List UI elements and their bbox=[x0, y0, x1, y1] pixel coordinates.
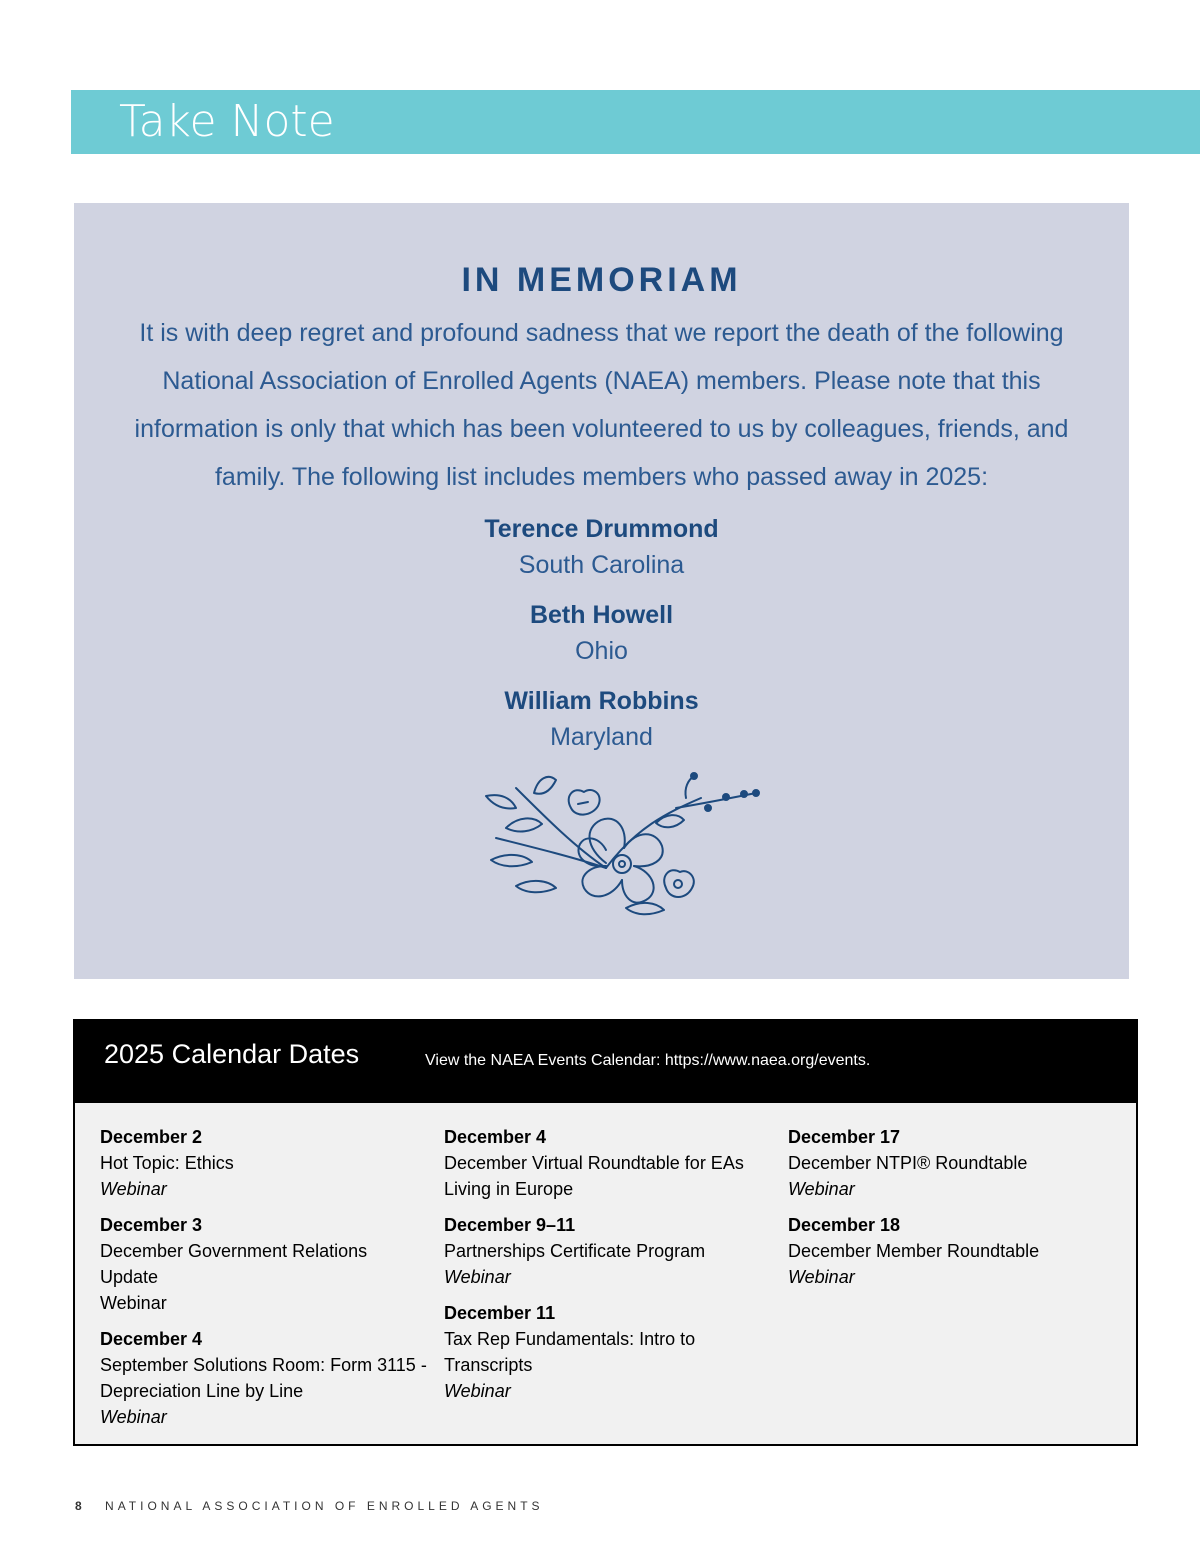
member-name: William Robbins bbox=[504, 687, 699, 715]
section-title: Take Note bbox=[119, 96, 335, 147]
calendar-column bbox=[100, 1124, 430, 1440]
event-format: Webinar bbox=[444, 1381, 511, 1401]
event-date: December 18 bbox=[788, 1215, 901, 1235]
calendar-header bbox=[75, 1021, 1136, 1103]
calendar-event bbox=[100, 1326, 430, 1430]
event-date: December 3 bbox=[100, 1215, 203, 1235]
event-date: December 2 bbox=[100, 1127, 203, 1147]
memoriam-member bbox=[74, 512, 1129, 584]
event-format: Webinar bbox=[100, 1179, 167, 1199]
page-number: 8 bbox=[75, 1499, 82, 1513]
calendar-event bbox=[100, 1124, 430, 1202]
event-title: December NTPI® Roundtable bbox=[788, 1153, 1028, 1173]
member-name: Terence Drummond bbox=[484, 515, 719, 543]
calendar-column bbox=[788, 1124, 1118, 1300]
event-title: Hot Topic: Ethics bbox=[100, 1153, 234, 1173]
memoriam-box bbox=[74, 203, 1129, 979]
publication-name: NATIONAL ASSOCIATION OF ENROLLED AGENTS bbox=[105, 1499, 544, 1513]
floral-illustration-icon bbox=[456, 768, 766, 933]
event-format: Webinar bbox=[444, 1267, 511, 1287]
event-format: Webinar bbox=[788, 1267, 855, 1287]
member-name: Beth Howell bbox=[529, 601, 674, 629]
event-title: December Member Roundtable bbox=[788, 1241, 1040, 1261]
section-banner bbox=[71, 90, 1200, 154]
event-title: December Government Relations Update bbox=[100, 1241, 368, 1287]
event-format: Webinar bbox=[100, 1407, 167, 1427]
event-date: December 11 bbox=[444, 1303, 556, 1323]
calendar-event bbox=[444, 1212, 774, 1290]
calendar-event bbox=[100, 1212, 430, 1316]
member-state: South Carolina bbox=[518, 551, 685, 579]
member-state: Maryland bbox=[550, 723, 653, 751]
event-date: December 9–11 bbox=[444, 1215, 576, 1235]
event-format: Webinar bbox=[788, 1179, 855, 1199]
event-title: December Virtual Roundtable for EAs Living in Europe bbox=[444, 1153, 744, 1199]
memoriam-member bbox=[74, 598, 1129, 670]
memoriam-intro: It is with deep regret and profound sadness that we report the death of the following National Association of Enrolled Agents (NAEA) members. Please note that this information is only that which has been volunteered to us by colleagues, friends, and family. The following list includes members who passed away in 2025: bbox=[134, 319, 1069, 491]
event-format: Webinar bbox=[100, 1293, 167, 1313]
calendar-event bbox=[444, 1300, 774, 1404]
event-date: December 4 bbox=[444, 1127, 547, 1147]
event-title: Partnerships Certificate Program bbox=[444, 1241, 706, 1261]
memoriam-heading: IN MEMORIAM bbox=[461, 261, 742, 299]
events-calendar-link[interactable]: View the NAEA Events Calendar: https://www.naea.org/events. bbox=[425, 1052, 871, 1069]
calendar-event bbox=[444, 1124, 774, 1202]
event-date: December 17 bbox=[788, 1127, 901, 1147]
event-date: December 4 bbox=[100, 1329, 203, 1349]
event-title: September Solutions Room: Form 3115 - Depreciation Line by Line bbox=[100, 1355, 427, 1401]
calendar-title: 2025 Calendar Dates bbox=[104, 1039, 360, 1069]
memoriam-member bbox=[74, 684, 1129, 756]
page-footer bbox=[75, 1499, 544, 1513]
calendar-column bbox=[444, 1124, 774, 1414]
calendar-event bbox=[788, 1124, 1118, 1202]
event-title: Tax Rep Fundamentals: Intro to Transcripts bbox=[444, 1329, 696, 1375]
member-state: Ohio bbox=[575, 637, 628, 665]
calendar-box bbox=[73, 1019, 1138, 1446]
calendar-event bbox=[788, 1212, 1118, 1290]
